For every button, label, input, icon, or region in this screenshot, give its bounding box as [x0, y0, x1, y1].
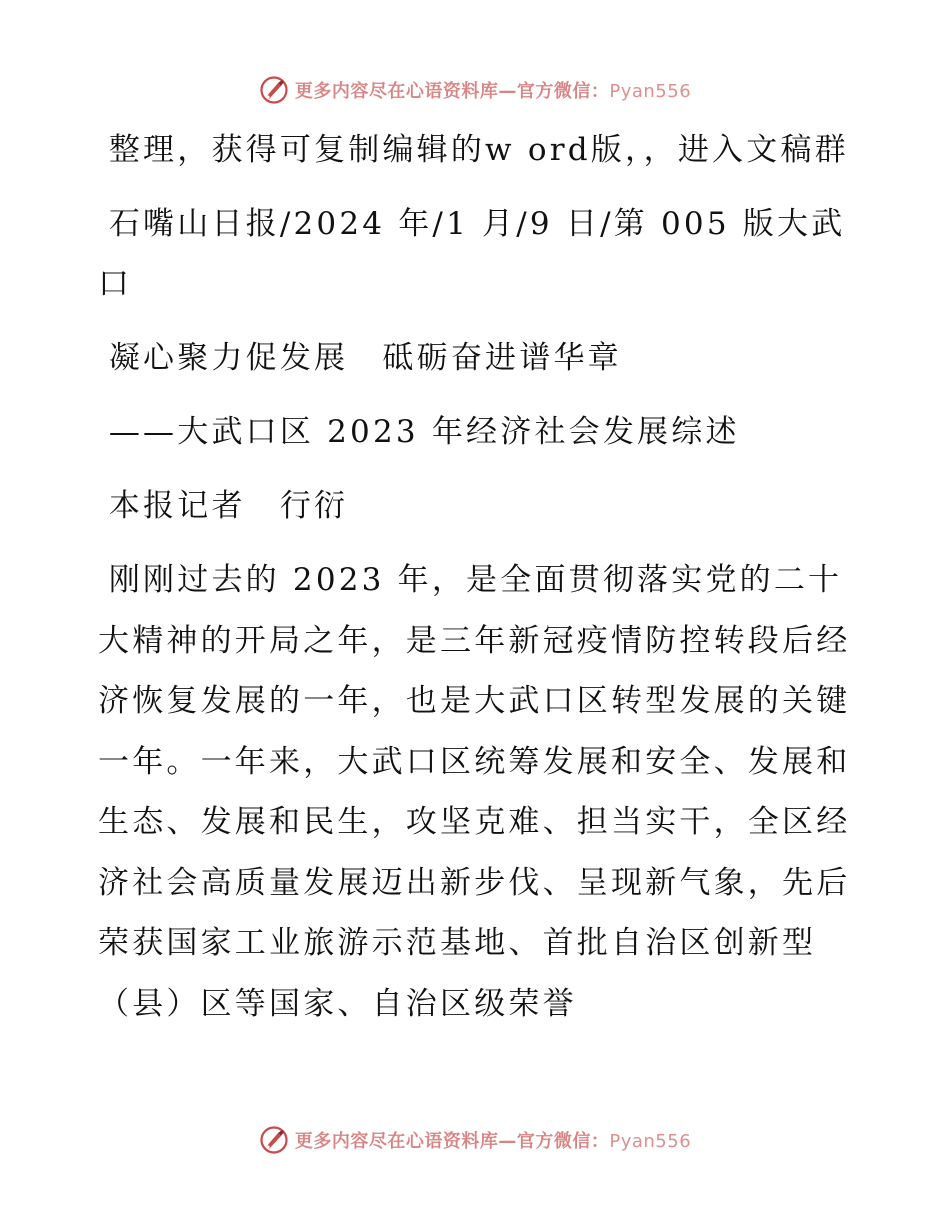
watermark-text	[295, 1127, 691, 1153]
body-paragraph: 刚刚过去的 2023 年，是全面贯彻落实党的二十大精神的开局之年，是三年新冠疫情防控转段后经济恢复发展的一年，也是大武口区转型发展的关键一年。一年来，大武口区统筹发展和安全、发展和生态、发展和民生，攻坚克难、担当实干，全区经济社会高质量发展迈出新步伐、呈现新气象，先后荣获国家工业旅游示范基地、首批自治区创新型（县）区等国家、自治区级荣誉	[98, 562, 851, 1022]
quill-pen-seal-icon	[259, 75, 289, 105]
source-line: 石嘴山日报/2024 年/1 月/9 日/第 005 版大武口	[98, 206, 846, 302]
watermark-text	[295, 77, 691, 103]
watermark-wechat-id: Pyan556	[609, 1131, 692, 1152]
quill-pen-seal-icon	[259, 1125, 289, 1155]
intro-line: 整理，获得可复制编辑的w ord版，，进入文稿群	[108, 132, 849, 168]
byline: 本报记者 行衍	[108, 488, 349, 524]
subheadline: ——大武口区 2023 年经济社会发展综述	[108, 414, 740, 450]
watermark-wechat-id: Pyan556	[609, 81, 692, 102]
header-watermark	[0, 72, 950, 108]
headline: 凝心聚力促发展 砥砺奋进谱华章	[108, 340, 622, 376]
document-body	[98, 120, 853, 1048]
watermark-main-text: 更多内容尽在心语资料库—官方微信：	[294, 1131, 610, 1152]
footer-watermark	[0, 1122, 950, 1158]
watermark-main-text: 更多内容尽在心语资料库—官方微信：	[294, 81, 610, 102]
